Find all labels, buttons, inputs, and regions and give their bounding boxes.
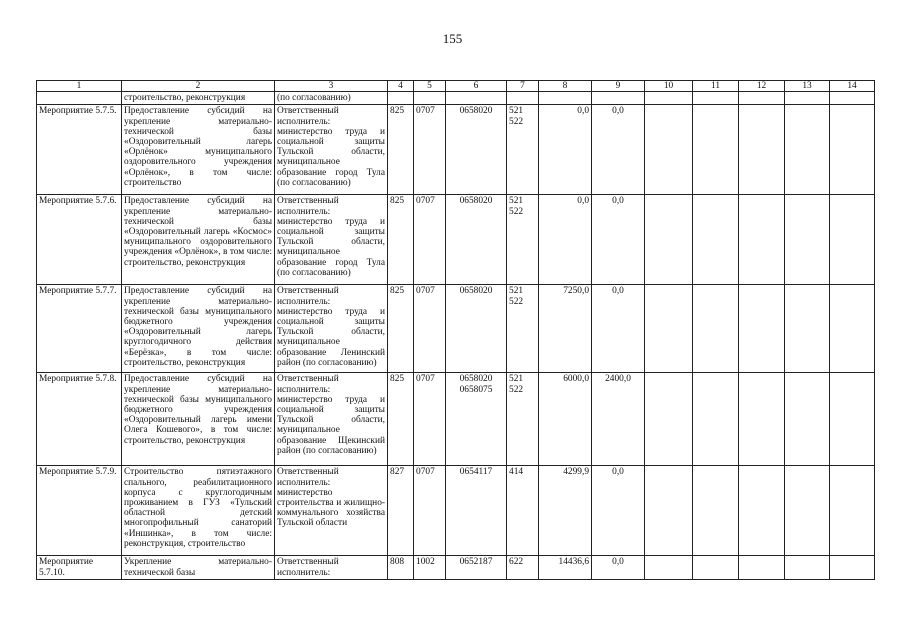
- cell-empty: [693, 105, 739, 195]
- cell-rz: 0707: [414, 466, 446, 556]
- col-header: 4: [388, 81, 414, 92]
- col-header: 3: [275, 81, 388, 92]
- cell-empty: [693, 556, 739, 579]
- cell-gr: 827: [388, 466, 414, 556]
- cell-csr: [446, 373, 507, 466]
- cell-gr: 825: [388, 373, 414, 466]
- cell-executor: Ответственный исполнитель: министерство труда и социальной защиты Тульской области, муниципальное образование Щекинский район (по согласованию): [275, 373, 388, 466]
- cell-csr: [446, 556, 507, 579]
- cell-empty: [830, 195, 875, 285]
- cell-executor: Ответственный исполнитель: министерство труда и социальной защиты Тульской области, муниципальное образование Ленинский район (по согласованию): [275, 285, 388, 373]
- cell-measure: Мероприятие 5.7.7.: [37, 285, 122, 373]
- cell-csr: [446, 285, 507, 373]
- cell-csr-value: 0658020: [459, 286, 493, 297]
- cell-vr-value: 521: [509, 196, 524, 207]
- cell-year-2: 0,0: [592, 556, 645, 579]
- col-header: 7: [507, 81, 539, 92]
- cell-year-1: 7250,0: [539, 285, 592, 373]
- cell-rz: 0707: [414, 373, 446, 466]
- cell-year-1: 0,0: [539, 105, 592, 195]
- cell-csr: [446, 105, 507, 195]
- cell-year-1: 0,0: [539, 195, 592, 285]
- cell-year-1: 6000,0: [539, 373, 592, 466]
- cell-measure: Мероприятие 5.7.9.: [37, 466, 122, 556]
- col-header: 1: [37, 81, 122, 92]
- cell-gr: 825: [388, 195, 414, 285]
- cell-description: Укрепление материально-технической базы: [122, 556, 275, 579]
- cell-empty: [785, 105, 830, 195]
- cell-description: Предоставление субсидий на укрепление материально-технической базы муниципального бюджетного учреждения «Оздоровительный лагерь имени Олега Кошевого», в том числе: строительство, реконструкция: [122, 373, 275, 466]
- cell-empty: [693, 373, 739, 466]
- cell-empty: [693, 285, 739, 373]
- cell-vr: [507, 466, 539, 556]
- cell-year-2: 0,0: [592, 105, 645, 195]
- cell-description: Предоставление субсидий на укрепление материально-технической базы «Оздоровительный лагерь «Орлёнок» муниципального оздоровительного учреждения «Орлёнок», в том числе: строительство: [122, 105, 275, 195]
- page-number: 155: [442, 31, 463, 46]
- cell-empty: [785, 195, 830, 285]
- cell-rz: 0707: [414, 195, 446, 285]
- cell-vr-value: 521: [509, 286, 524, 297]
- col-header: 13: [785, 81, 830, 92]
- cell-csr-value: 0658075: [459, 384, 493, 395]
- cell-csr-value: 0658020: [459, 106, 493, 117]
- cell-csr: [446, 195, 507, 285]
- cell-vr-value: 522: [509, 384, 524, 395]
- cell-empty: [830, 556, 875, 579]
- cell-empty: [739, 285, 785, 373]
- cell-vr-value: 522: [509, 116, 524, 127]
- cell-vr-value: 521: [509, 106, 524, 117]
- cell-vr-value: 414: [509, 467, 524, 478]
- cell-description: Предоставление субсидий на укрепление материально-технической базы муниципального бюджетного учреждения «Оздоровительный лагерь круглогодичного действия «Берёзка», в том числе: строительство, реконструкция: [122, 285, 275, 373]
- table-row: [37, 105, 875, 195]
- cell-empty: [693, 466, 739, 556]
- col-header: 14: [830, 81, 875, 92]
- table-row: [37, 195, 875, 285]
- cell-empty: [739, 373, 785, 466]
- col-header: 11: [693, 81, 739, 92]
- cell-empty: [830, 285, 875, 373]
- cell-measure: Мероприятие 5.7.6.: [37, 195, 122, 285]
- col-header: 5: [414, 81, 446, 92]
- col-header: 6: [446, 81, 507, 92]
- table-row: [37, 556, 875, 579]
- cell-executor: Ответственный исполнитель: министерство труда и социальной защиты Тульской области, муниципальное образование город Тула (по согласованию): [275, 195, 388, 285]
- cell-rz: 1002: [414, 556, 446, 579]
- cell-vr-value: 521: [509, 374, 524, 385]
- cell-vr: [507, 556, 539, 579]
- cell-empty: [785, 556, 830, 579]
- cell-empty: [645, 373, 693, 466]
- cell-year-2: 0,0: [592, 466, 645, 556]
- cell-empty: [37, 92, 122, 105]
- cell-year-1: 14436,6: [539, 556, 592, 579]
- cell-empty: [785, 466, 830, 556]
- col-header: 2: [122, 81, 275, 92]
- cell-empty: [645, 105, 693, 195]
- cell-vr-value: 522: [509, 206, 524, 217]
- cell-measure: Мероприятие 5.7.10.: [37, 556, 122, 579]
- cell-vr: [507, 373, 539, 466]
- col-header: 12: [739, 81, 785, 92]
- cell-empty: [739, 105, 785, 195]
- cell-empty: [693, 195, 739, 285]
- cell-gr: 825: [388, 105, 414, 195]
- cell-csr-value: 0658020: [459, 196, 493, 207]
- cell-csr-value: 0658020: [459, 374, 493, 385]
- cell-csr-value: 0652187: [459, 557, 493, 568]
- cell-empty: [645, 556, 693, 579]
- cell-executor: Ответственный исполнитель: министерство строительства и жилищно-коммунального хозяйства Тульской области: [275, 466, 388, 556]
- cell-empty: [785, 285, 830, 373]
- cell-year-2: 2400,0: [592, 373, 645, 466]
- cell-gr: 808: [388, 556, 414, 579]
- col-header: 9: [592, 81, 645, 92]
- cell-year-2: 0,0: [592, 195, 645, 285]
- cell-executor: Ответственный исполнитель: министерство труда и социальной защиты Тульской области, муниципальное образование город Тула (по согласованию): [275, 105, 388, 195]
- cell-vr: [507, 195, 539, 285]
- cell-empty: [830, 373, 875, 466]
- cell-description: Строительство пятиэтажного спального, реабилитационного корпуса с круглогодичным проживанием в ГУЗ «Тульский областной детский многопрофильный санаторий «Иншинка», в том числе: реконструкция, строительство: [122, 466, 275, 556]
- continuation-row: [37, 92, 875, 105]
- cell-executor: Ответственный исполнитель:: [275, 556, 388, 579]
- cell-rz: 0707: [414, 285, 446, 373]
- cell-description: Предоставление субсидий на укрепление материально-технической базы «Оздоровительный лагерь «Космос» муниципального оздоровительного учреждения «Орлёнок», в том числе: строительство, реконструкция: [122, 195, 275, 285]
- cell-csr: [446, 466, 507, 556]
- cell-description: строительство, реконструкция: [122, 92, 275, 105]
- cell-empty: [830, 105, 875, 195]
- cell-executor: (по согласованию): [275, 92, 388, 105]
- cell-vr: [507, 105, 539, 195]
- cell-year-2: 0,0: [592, 285, 645, 373]
- table-row: [37, 373, 875, 466]
- cell-vr: [507, 285, 539, 373]
- cell-empty: [739, 466, 785, 556]
- cell-empty: [739, 195, 785, 285]
- table-row: [37, 466, 875, 556]
- cell-empty: [785, 373, 830, 466]
- cell-measure: Мероприятие 5.7.5.: [37, 105, 122, 195]
- cell-rz: 0707: [414, 105, 446, 195]
- cell-empty: [830, 466, 875, 556]
- cell-vr-value: 622: [509, 557, 524, 568]
- cell-vr-value: 522: [509, 296, 524, 307]
- cell-gr: 825: [388, 285, 414, 373]
- table-row: [37, 285, 875, 373]
- cell-csr-value: 0654117: [459, 467, 493, 478]
- col-header: 8: [539, 81, 592, 92]
- cell-empty: [645, 285, 693, 373]
- cell-year-1: 4299,9: [539, 466, 592, 556]
- col-header: 10: [645, 81, 693, 92]
- header-row: [37, 81, 875, 92]
- cell-empty: [645, 466, 693, 556]
- cell-measure: Мероприятие 5.7.8.: [37, 373, 122, 466]
- cell-empty: [739, 556, 785, 579]
- budget-table: [36, 80, 875, 580]
- cell-empty: [645, 195, 693, 285]
